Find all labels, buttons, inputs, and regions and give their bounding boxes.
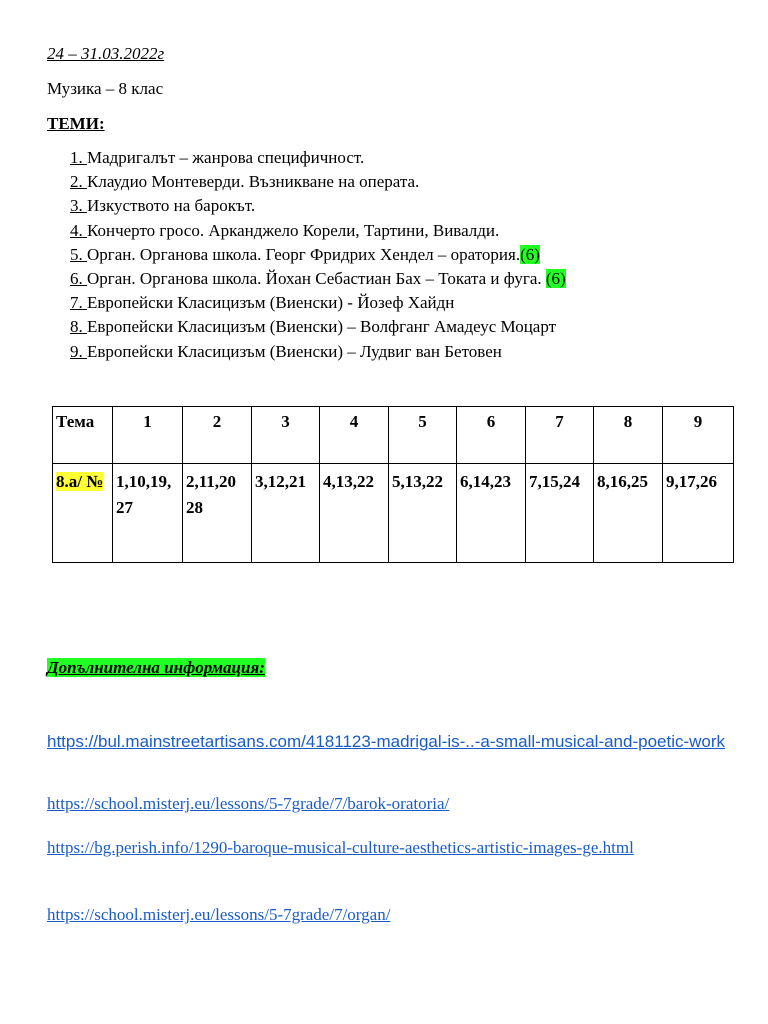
topic-text: Европейски Класицизъм (Виенски) – Волфганг Амадеус Моцарт: [87, 317, 557, 337]
table-column-header: 1: [113, 407, 183, 464]
topic-text: Орган. Органова школа. Георг Фридрих Хендел – оратория.: [87, 244, 521, 264]
topic-number: 8.: [70, 317, 87, 337]
topic-note-highlight: (6): [545, 268, 566, 288]
topic-text: Орган. Органова школа. Йохан Себастиан Бах – Токата и фуга.: [87, 268, 546, 288]
table-corner-cell: Тема: [53, 407, 113, 464]
topic-number: 3.: [70, 196, 87, 216]
topic-item: [70, 195, 566, 219]
table-column-header: 3: [252, 407, 320, 464]
topic-item: [70, 316, 566, 340]
table-header-row: [53, 407, 734, 464]
date-line: 24 – 31.03.2022г: [47, 44, 165, 63]
topic-item: [70, 341, 566, 365]
row-label-highlight: 8.а/ №: [56, 472, 104, 491]
table-column-header: 4: [320, 407, 389, 464]
table-cell: 1,10,19, 27: [113, 464, 183, 563]
topic-item: [70, 171, 566, 195]
table-cell: 5,13,22: [389, 464, 457, 563]
table-cell: 3,12,21: [252, 464, 320, 563]
topic-number: 9.: [70, 341, 87, 361]
table-column-header: 2: [183, 407, 252, 464]
table-cell: 4,13,22: [320, 464, 389, 563]
table-cell: 9,17,26: [663, 464, 734, 563]
topic-number: 1.: [70, 148, 87, 167]
topic-text: Кончерто гросо. Арканджело Корели, Тартини, Вивалди.: [87, 220, 500, 240]
resource-link[interactable]: https://bul.mainstreetartisans.com/4181123-madrigal-is-..-a-small-musical-and-poetic-work: [47, 732, 726, 751]
topic-text: Клаудио Монтеверди. Възникване на операта.: [87, 172, 420, 192]
topic-text: Европейски Класицизъм (Виенски) - Йозеф Хайдн: [87, 293, 455, 313]
topic-number: 7.: [70, 293, 87, 313]
resource-link[interactable]: https://school.misterj.eu/lessons/5-7grade/7/barok-oratoria/: [47, 794, 450, 813]
resource-link[interactable]: https://bg.perish.info/1290-baroque-musical-culture-aesthetics-artistic-images-ge.html: [47, 838, 634, 857]
topics-heading: ТЕМИ:: [47, 114, 105, 133]
topic-item: [70, 147, 566, 171]
topic-number: 4.: [70, 220, 87, 240]
topic-text: Мадригалът – жанрова специфичност.: [87, 148, 365, 167]
extra-info-heading: [47, 658, 265, 678]
table-column-header: 8: [594, 407, 663, 464]
topic-note-highlight: (6): [520, 244, 540, 264]
subject-line: Музика – 8 клас: [47, 79, 164, 98]
topic-number: 6.: [70, 268, 87, 288]
table-column-header: 5: [389, 407, 457, 464]
topic-item: [70, 220, 566, 244]
table-row: [53, 464, 734, 563]
topic-number: 5.: [70, 244, 87, 264]
table-column-header: 6: [457, 407, 526, 464]
table-row-label-cell: [53, 464, 113, 563]
schedule-table: [52, 406, 734, 563]
topic-item: [70, 244, 566, 268]
topic-text: Европейски Класицизъм (Виенски) – Лудвиг ван Бетовен: [87, 341, 502, 361]
table-cell: 7,15,24: [526, 464, 594, 563]
topic-item: [70, 292, 566, 316]
table-cell: 8,16,25: [594, 464, 663, 563]
extra-info-highlight: Допълнителна информация:: [47, 658, 265, 677]
topic-number: 2.: [70, 172, 87, 192]
table-column-header: 9: [663, 407, 734, 464]
resource-link[interactable]: https://school.misterj.eu/lessons/5-7grade/7/organ/: [47, 905, 391, 924]
topic-text: Изкуството на барокът.: [87, 196, 256, 216]
table-cell: 6,14,23: [457, 464, 526, 563]
topic-item: [70, 268, 566, 292]
table-column-header: 7: [526, 407, 594, 464]
topics-list: [70, 147, 566, 365]
table-cell: 2,11,20 28: [183, 464, 252, 563]
